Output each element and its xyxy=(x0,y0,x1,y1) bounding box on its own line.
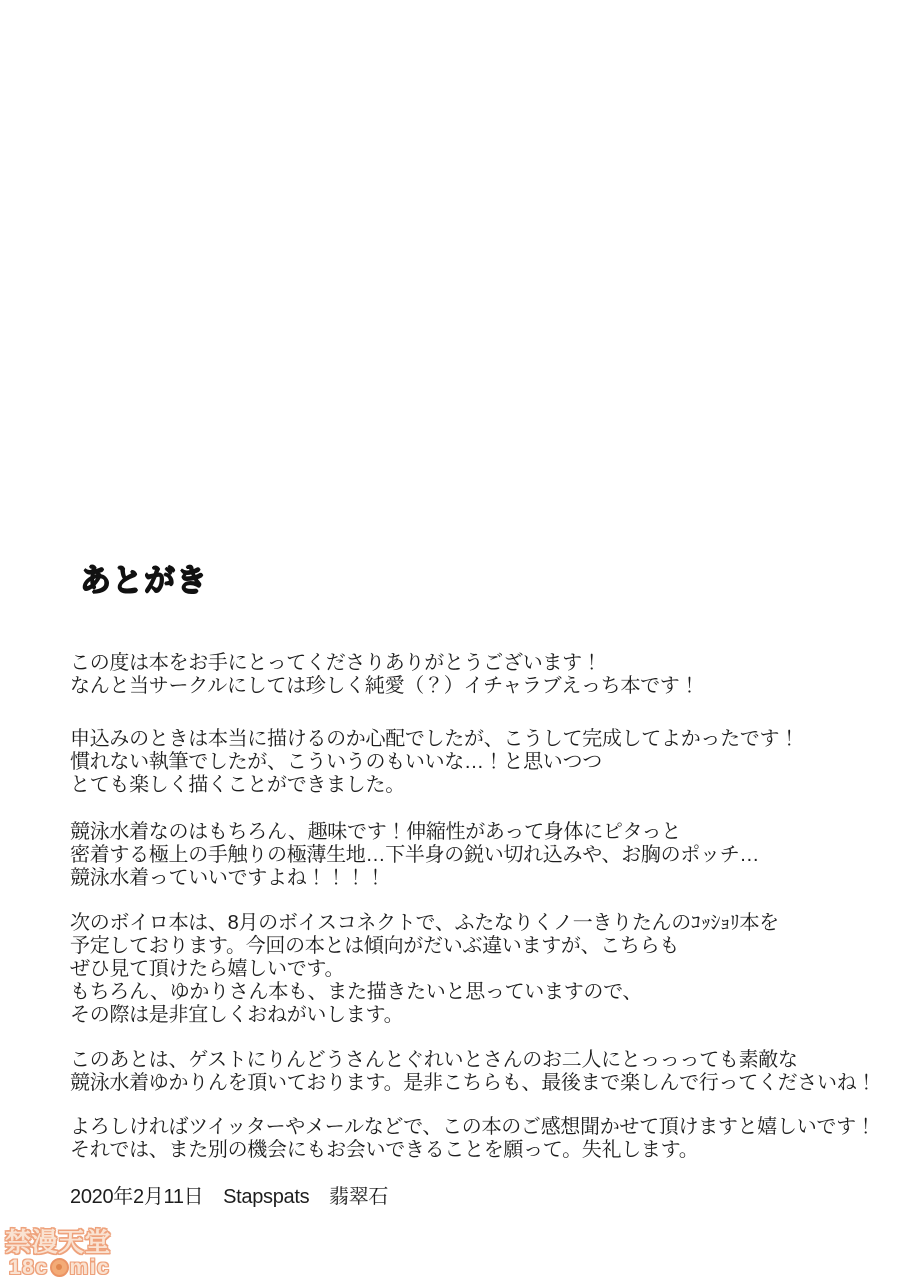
watermark-logo-prefix: 18c xyxy=(9,1256,49,1279)
afterword-body xyxy=(70,652,880,1209)
text-line: それでは、また別の機会にもお会いできることを願って。失礼します。 xyxy=(70,1139,699,1161)
watermark xyxy=(5,1229,111,1278)
text-line: なんと当サークルにしては珍しく純愛（？）イチャラブえっち本です！ xyxy=(70,675,700,697)
text-line: とても楽しく描くことができました。 xyxy=(70,774,405,796)
text-line: 競泳水着っていいですよね！！！！ xyxy=(70,867,386,889)
text-line: ぜひ見て頂けたら嬉しいです。 xyxy=(70,958,345,980)
text-line: 慣れない執筆でしたが、こういうのもいいな…！と思いつつ xyxy=(70,751,602,773)
paragraph-guests xyxy=(70,1049,880,1095)
text-line: 競泳水着ゆかりんを頂いております。是非こちらも、最後まで楽しんで行ってくださいね！ xyxy=(70,1072,877,1094)
paragraph-application xyxy=(70,728,880,797)
text-line: 申込みのときは本当に描けるのか心配でしたが、こうして完成してよかったです！ xyxy=(70,728,799,750)
page-title: あとがき xyxy=(80,563,208,598)
paragraph-swimsuit xyxy=(70,821,880,890)
paragraph-thanks xyxy=(70,652,880,698)
text-line: もちろん、ゆかりさん本も、また描きたいと思っていますので、 xyxy=(70,981,643,1003)
text-line: 予定しております。今回の本とは傾向がだいぶ違いますが、こちらも xyxy=(70,935,680,957)
paragraph-next-book xyxy=(70,912,880,1027)
text-line: 密着する極上の手触りの極薄生地…下半身の鋭い切れ込みや、お胸のポッチ… xyxy=(70,844,760,866)
signature-line: 2020年2月11日 Stapspats 翡翠石 xyxy=(70,1186,389,1208)
text-line: その際は是非宜しくおねがいします。 xyxy=(70,1004,404,1026)
text-line: この度は本をお手にとってくださりありがとうございます！ xyxy=(70,652,602,674)
paragraph-farewell xyxy=(70,1116,880,1162)
watermark-logo-suffix: mic xyxy=(69,1256,111,1279)
text-line: 次のボイロ本は、8月のボイスコネクトで、ふたなりくノ一きりたんのｺｯｼｮﾘ本を xyxy=(70,912,779,934)
text-line: 競泳水着なのはもちろん、趣味です！伸縮性があって身体にピタっと xyxy=(70,821,681,843)
watermark-site-name: 禁漫天堂 xyxy=(5,1227,112,1257)
text-line: このあとは、ゲストにりんどうさんとぐれいとさんのお二人にとっっっても素敵な xyxy=(70,1049,798,1071)
mascot-ball-icon xyxy=(50,1258,69,1277)
watermark-logo xyxy=(9,1257,111,1278)
text-line: よろしければツイッターやメールなどで、この本のご感想聞かせて頂けますと嬉しいです！ xyxy=(70,1116,876,1138)
